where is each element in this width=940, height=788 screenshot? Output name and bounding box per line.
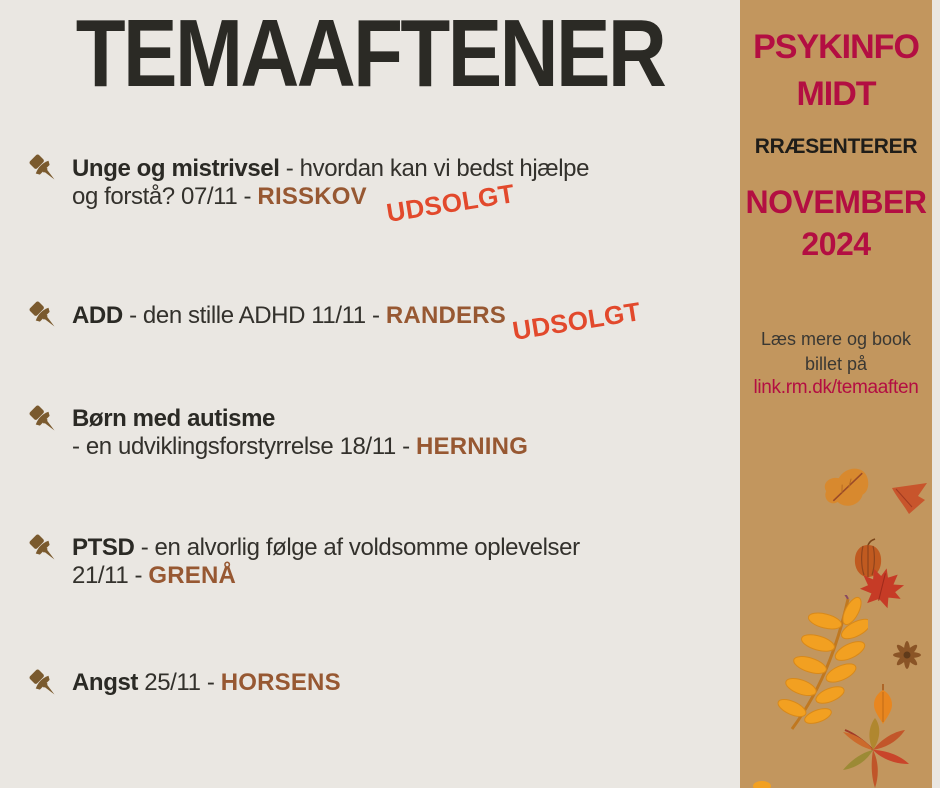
booking-link[interactable]: link.rm.dk/temaaften	[753, 377, 919, 398]
event-title: Angst	[72, 669, 138, 696]
event-title: PTSD	[72, 534, 135, 561]
event-city: GRENÅ	[148, 562, 237, 589]
leaf-tip-icon	[752, 780, 772, 788]
event-item-born-med-autisme	[72, 405, 692, 461]
soldout-badge: UDSOLGT	[510, 296, 643, 346]
event-description: - en alvorlig følge af voldsomme oplevelser	[134, 534, 580, 561]
brand-line-2: MIDT	[796, 75, 876, 113]
month-label	[740, 181, 932, 265]
month-line-1: NOVEMBER	[745, 184, 927, 220]
pushpin-icon	[26, 298, 62, 334]
event-line	[72, 183, 692, 211]
event-line	[72, 669, 692, 697]
pushpin-icon	[26, 531, 62, 567]
event-line	[72, 534, 692, 562]
pushpin-icon	[26, 666, 62, 702]
event-description: - hvordan kan vi bedst hjælpe	[279, 155, 590, 182]
page-title: TEMAAFTENER	[75, 0, 665, 107]
event-date: og forstå? 07/11 -	[72, 183, 258, 210]
cta-line-1: Læs mere og book	[760, 329, 912, 349]
event-line	[72, 155, 692, 183]
event-date: 21/11 -	[72, 562, 149, 589]
event-line	[72, 433, 692, 461]
event-title: Børn med autisme	[72, 405, 275, 432]
event-line	[72, 405, 692, 433]
event-city: HERNING	[415, 433, 529, 460]
presents-label: RRÆSENTERER	[754, 135, 918, 158]
event-city: RISSKOV	[257, 183, 367, 210]
booking-cta	[740, 327, 932, 377]
event-description: - den stille ADHD 11/11 -	[122, 302, 386, 329]
brand-name	[740, 24, 932, 118]
event-city: RANDERS	[385, 302, 506, 329]
event-description: - en udviklingsforstyrrelse 18/11 -	[72, 433, 416, 460]
pushpin-icon	[26, 402, 62, 438]
event-title: ADD	[72, 302, 123, 329]
soldout-badge: UDSOLGT	[384, 178, 517, 228]
torn-leaf-icon	[890, 481, 930, 517]
event-item-ptsd	[72, 534, 692, 590]
creeper-leaf-icon	[825, 718, 932, 788]
event-title: Unge og mistrivsel	[72, 155, 280, 182]
event-line	[72, 562, 692, 590]
pushpin-icon	[26, 151, 62, 187]
right-edge-strip	[932, 0, 940, 788]
event-city: HORSENS	[220, 669, 341, 696]
cta-line-2: billet på	[804, 354, 868, 374]
oak-leaf-icon	[815, 461, 877, 525]
event-item-angst	[72, 669, 692, 697]
brand-line-1: PSYKINFO	[753, 28, 919, 66]
sidebar	[740, 0, 932, 788]
star-anise-icon	[890, 639, 924, 671]
event-date: 25/11 -	[138, 669, 221, 696]
event-item-unge-og-mistrivsel	[72, 155, 692, 211]
rowan-leaf-icon	[768, 595, 868, 735]
month-line-2: 2024	[801, 226, 871, 262]
